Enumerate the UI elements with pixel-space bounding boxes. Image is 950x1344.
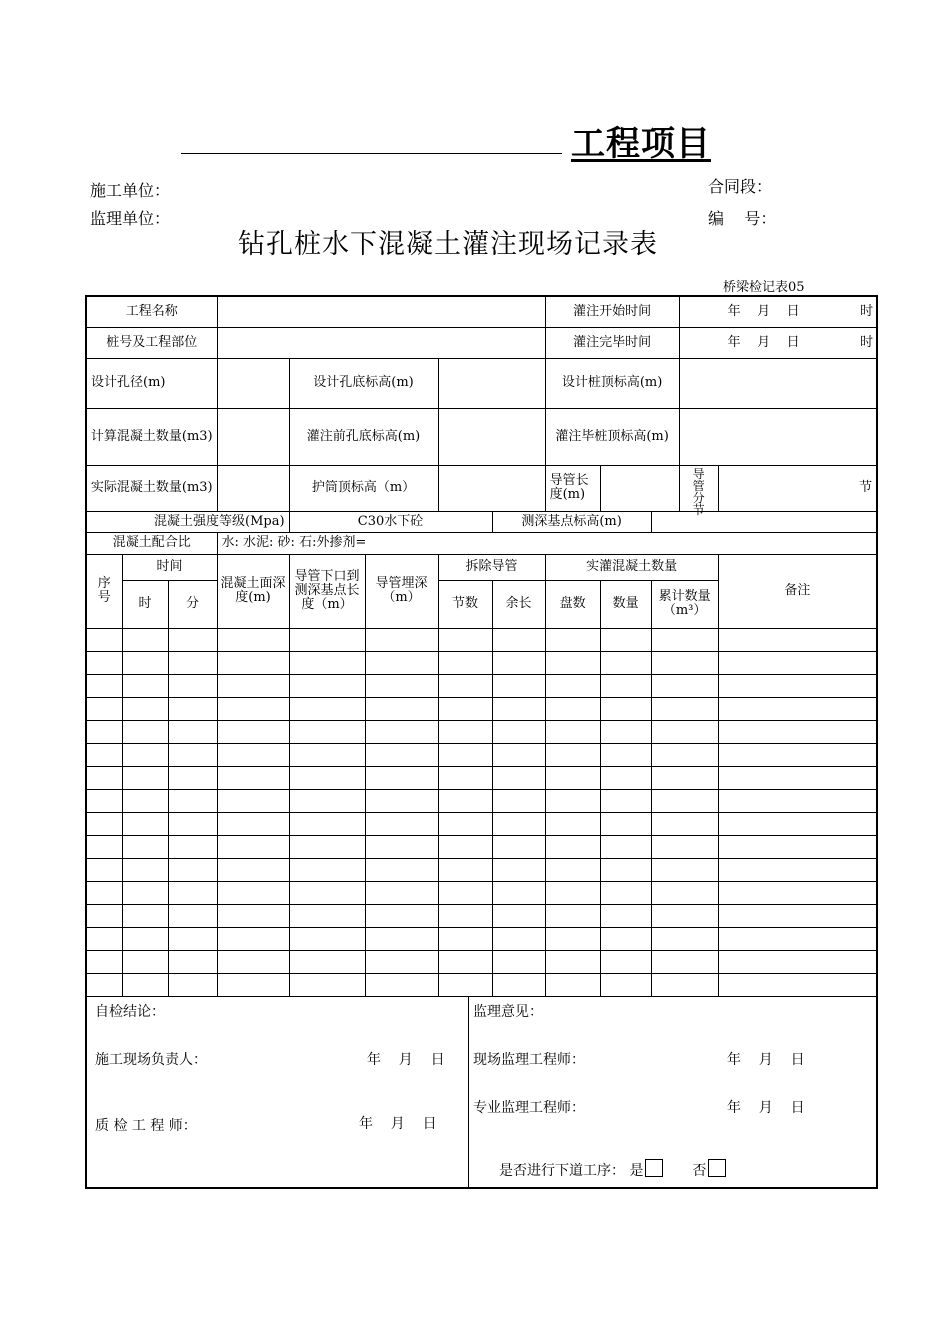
pour-end-label: 灌注完毕时间 (545, 327, 679, 358)
table-row (86, 927, 877, 950)
table-cell[interactable] (122, 858, 168, 881)
table-cell[interactable] (217, 904, 289, 927)
table-cell[interactable] (289, 628, 365, 651)
table-cell[interactable] (365, 835, 438, 858)
table-cell[interactable] (651, 812, 718, 835)
table-cell[interactable] (651, 835, 718, 858)
supervisor-signature-area (469, 997, 876, 1187)
pour-end-hour: 时 (860, 334, 874, 350)
yes-label: 是 (629, 1162, 644, 1179)
table-cell[interactable] (217, 766, 289, 789)
table-cell[interactable] (545, 766, 600, 789)
table-cell[interactable] (168, 697, 217, 720)
depth-ref-elev-value[interactable] (651, 511, 877, 532)
table-cell[interactable] (492, 904, 545, 927)
table-row (86, 973, 877, 996)
table-cell[interactable] (289, 927, 365, 950)
table-cell[interactable] (545, 927, 600, 950)
table-cell[interactable] (651, 950, 718, 973)
table-cell[interactable] (365, 973, 438, 996)
table-cell[interactable] (718, 743, 877, 766)
table-cell[interactable] (651, 904, 718, 927)
table-cell[interactable] (600, 927, 651, 950)
design-pile-top-label: 设计桩顶标高(m) (545, 358, 679, 408)
table-cell[interactable] (492, 651, 545, 674)
table-cell[interactable] (718, 950, 877, 973)
tremie-sections-text: 导管分节 (692, 467, 705, 517)
table-cell[interactable] (438, 766, 492, 789)
table-cell[interactable] (600, 674, 651, 697)
table-cell[interactable] (289, 881, 365, 904)
site-supervisor-date: 年 月 日 (727, 1051, 805, 1068)
table-cell[interactable] (86, 789, 122, 812)
table-cell[interactable] (122, 812, 168, 835)
table-cell[interactable] (122, 720, 168, 743)
post-pour-pile-top-label: 灌注毕桩顶标高(m) (545, 408, 679, 465)
table-cell[interactable] (545, 835, 600, 858)
table-cell[interactable] (651, 881, 718, 904)
actual-concrete-label: 实际混凝土数量(m3) (86, 465, 217, 511)
table-cell[interactable] (168, 674, 217, 697)
table-cell[interactable] (492, 950, 545, 973)
table-cell[interactable] (289, 858, 365, 881)
table-cell[interactable] (122, 766, 168, 789)
table-cell[interactable] (122, 835, 168, 858)
table-cell[interactable] (86, 651, 122, 674)
table-cell[interactable] (438, 697, 492, 720)
col-seq (86, 554, 122, 628)
table-cell[interactable] (289, 950, 365, 973)
table-cell[interactable] (86, 950, 122, 973)
table-cell[interactable] (168, 927, 217, 950)
col-remaining-length: 余长 (492, 580, 545, 628)
table-cell[interactable] (600, 789, 651, 812)
col-remove-tremie: 拆除导管 (438, 554, 545, 580)
table-row (86, 766, 877, 789)
table-cell[interactable] (438, 950, 492, 973)
col-tremie-embed-depth: 导管埋深（m） (365, 554, 438, 628)
table-cell[interactable] (718, 766, 877, 789)
table-cell[interactable] (651, 789, 718, 812)
table-cell[interactable] (438, 835, 492, 858)
table-cell[interactable] (217, 881, 289, 904)
table-cell[interactable] (718, 904, 877, 927)
col-cumulative: 累计数量（m³） (651, 580, 718, 628)
table-row (86, 743, 877, 766)
table-cell[interactable] (651, 674, 718, 697)
table-cell[interactable] (718, 812, 877, 835)
table-cell[interactable] (545, 674, 600, 697)
table-cell[interactable] (86, 628, 122, 651)
no-checkbox[interactable] (708, 1159, 726, 1177)
design-hole-bottom-label: 设计孔底标高(m) (289, 358, 438, 408)
table-cell[interactable] (492, 720, 545, 743)
table-cell[interactable] (122, 697, 168, 720)
depth-ref-elev-label: 测深基点标高(m) (492, 511, 651, 532)
next-process-question (499, 1159, 726, 1178)
pile-no-label: 桩号及工程部位 (86, 327, 217, 358)
table-cell[interactable] (600, 766, 651, 789)
table-cell[interactable] (545, 789, 600, 812)
table-row (86, 628, 877, 651)
table-cell[interactable] (217, 789, 289, 812)
table-cell[interactable] (86, 973, 122, 996)
table-cell[interactable] (217, 720, 289, 743)
table-row (86, 858, 877, 881)
table-cell[interactable] (289, 720, 365, 743)
qc-engineer-date: 年 月 日 (359, 1115, 437, 1132)
pour-end-value[interactable] (679, 327, 877, 358)
table-cell[interactable] (86, 720, 122, 743)
pour-start-date: 年 月 日 (727, 303, 800, 319)
table-cell[interactable] (122, 950, 168, 973)
mix-ratio-value[interactable]: 水: 水泥: 砂: 石:外掺剂= (217, 532, 877, 554)
table-cell[interactable] (718, 927, 877, 950)
qc-engineer-label: 质 检 工 程 师： (95, 1117, 197, 1134)
table-cell[interactable] (168, 835, 217, 858)
site-manager-date: 年 月 日 (367, 1051, 445, 1068)
table-cell[interactable] (718, 789, 877, 812)
table-cell[interactable] (600, 858, 651, 881)
table-cell[interactable] (122, 904, 168, 927)
table-cell[interactable] (438, 720, 492, 743)
table-cell[interactable] (217, 858, 289, 881)
col-tremie-bottom-to-ref: 导管下口到测深基点长度（m） (289, 554, 365, 628)
table-cell[interactable] (365, 904, 438, 927)
table-cell[interactable] (289, 812, 365, 835)
table-row (86, 881, 877, 904)
next-process-label: 是否进行下道工序： (499, 1162, 625, 1179)
table-cell[interactable] (365, 743, 438, 766)
table-cell[interactable] (600, 812, 651, 835)
site-manager-label: 施工现场负责人： (95, 1051, 207, 1068)
table-cell[interactable] (438, 973, 492, 996)
table-cell[interactable] (86, 927, 122, 950)
table-cell[interactable] (168, 812, 217, 835)
pour-start-label: 灌注开始时间 (545, 296, 679, 327)
pour-end-date: 年 月 日 (727, 334, 800, 350)
table-cell[interactable] (217, 835, 289, 858)
table-cell[interactable] (438, 674, 492, 697)
table-cell[interactable] (438, 904, 492, 927)
pile-no-value[interactable] (217, 327, 545, 358)
table-cell[interactable] (217, 743, 289, 766)
table-cell[interactable] (718, 697, 877, 720)
table-cell[interactable] (438, 789, 492, 812)
table-cell[interactable] (600, 720, 651, 743)
site-supervisor-label: 现场监理工程师： (473, 1051, 585, 1068)
self-check-label: 自检结论： (95, 1003, 165, 1020)
table-cell[interactable] (492, 881, 545, 904)
table-row (86, 812, 877, 835)
table-cell[interactable] (438, 812, 492, 835)
col-hour: 时 (122, 580, 168, 628)
table-cell[interactable] (651, 858, 718, 881)
table-cell[interactable] (718, 973, 877, 996)
specialist-supervisor-date: 年 月 日 (727, 1099, 805, 1116)
table-cell[interactable] (492, 743, 545, 766)
table-cell[interactable] (86, 881, 122, 904)
table-cell[interactable] (86, 812, 122, 835)
construction-unit-label: 施工单位： (90, 181, 171, 200)
col-sections: 节数 (438, 580, 492, 628)
table-cell[interactable] (122, 628, 168, 651)
table-cell[interactable] (600, 950, 651, 973)
table-cell[interactable] (86, 835, 122, 858)
table-cell[interactable] (86, 766, 122, 789)
design-hole-bottom-value[interactable] (438, 358, 545, 408)
table-row (86, 674, 877, 697)
table-cell[interactable] (545, 881, 600, 904)
table-cell[interactable] (492, 812, 545, 835)
table-cell[interactable] (122, 743, 168, 766)
table-cell[interactable] (217, 812, 289, 835)
table-cell[interactable] (718, 881, 877, 904)
form-title: 钻孔桩水下混凝土灌注现场记录表 (238, 229, 658, 260)
table-cell[interactable] (492, 835, 545, 858)
table-cell[interactable] (438, 743, 492, 766)
table-cell[interactable] (86, 904, 122, 927)
table-cell[interactable] (651, 927, 718, 950)
table-cell[interactable] (545, 973, 600, 996)
table-cell[interactable] (545, 858, 600, 881)
contractor-signature-area (87, 997, 469, 1187)
supervision-opinion-label: 监理意见： (473, 1003, 543, 1020)
table-cell[interactable] (438, 651, 492, 674)
table-cell[interactable] (289, 674, 365, 697)
table-cell[interactable] (289, 835, 365, 858)
table-cell[interactable] (122, 973, 168, 996)
table-cell[interactable] (122, 651, 168, 674)
table-cell[interactable] (600, 743, 651, 766)
table-cell[interactable] (651, 697, 718, 720)
table-cell[interactable] (545, 720, 600, 743)
table-row (86, 835, 877, 858)
table-cell[interactable] (365, 766, 438, 789)
table-cell[interactable] (438, 628, 492, 651)
project-title: 工程项目 (571, 124, 711, 164)
table-cell[interactable] (122, 881, 168, 904)
table-cell[interactable] (168, 950, 217, 973)
table-cell[interactable] (289, 766, 365, 789)
table-cell[interactable] (545, 812, 600, 835)
col-concrete-surface-depth: 混凝土面深度(m) (217, 554, 289, 628)
table-cell[interactable] (600, 881, 651, 904)
pour-start-value[interactable] (679, 296, 877, 327)
table-cell[interactable] (217, 697, 289, 720)
table-cell[interactable] (365, 628, 438, 651)
table-cell[interactable] (365, 651, 438, 674)
table-cell[interactable] (492, 927, 545, 950)
specialist-supervisor-label: 专业监理工程师： (473, 1099, 585, 1116)
project-name-value[interactable] (217, 296, 545, 327)
mix-ratio-label: 混凝土配合比 (86, 532, 217, 554)
table-cell[interactable] (122, 789, 168, 812)
pre-pour-hole-bottom-value[interactable] (438, 408, 545, 465)
table-cell[interactable] (651, 743, 718, 766)
pre-pour-hole-bottom-label: 灌注前孔底标高(m) (289, 408, 438, 465)
post-pour-pile-top-value[interactable] (679, 408, 877, 465)
record-table (85, 295, 878, 1189)
table-cell[interactable] (217, 651, 289, 674)
table-cell[interactable] (122, 674, 168, 697)
table-row (86, 651, 877, 674)
table-cell[interactable] (600, 651, 651, 674)
table-cell[interactable] (718, 651, 877, 674)
table-cell[interactable] (600, 904, 651, 927)
col-batches: 盘数 (545, 580, 600, 628)
table-cell[interactable] (492, 628, 545, 651)
table-cell[interactable] (365, 927, 438, 950)
table-cell[interactable] (492, 674, 545, 697)
table-cell[interactable] (365, 674, 438, 697)
table-cell[interactable] (289, 651, 365, 674)
col-time: 时间 (122, 554, 217, 580)
signature-section (86, 996, 877, 1188)
table-cell[interactable] (492, 858, 545, 881)
table-cell[interactable] (492, 697, 545, 720)
table-cell[interactable] (122, 927, 168, 950)
table-row (86, 950, 877, 973)
data-rows (86, 628, 877, 996)
actual-concrete-value[interactable] (217, 465, 289, 511)
table-row (86, 904, 877, 927)
calc-concrete-label: 计算混凝土数量(m3) (86, 408, 217, 465)
calc-concrete-value[interactable] (217, 408, 289, 465)
table-cell[interactable] (168, 651, 217, 674)
tremie-sections-value[interactable]: 节 (718, 465, 877, 511)
col-quantity: 数量 (600, 580, 651, 628)
table-cell[interactable] (651, 766, 718, 789)
table-cell[interactable] (545, 697, 600, 720)
table-cell[interactable] (651, 720, 718, 743)
table-cell[interactable] (651, 651, 718, 674)
table-cell[interactable] (718, 674, 877, 697)
table-cell[interactable] (217, 973, 289, 996)
table-row (86, 789, 877, 812)
table-cell[interactable] (365, 950, 438, 973)
table-cell[interactable] (217, 628, 289, 651)
no-label: 否 (692, 1162, 707, 1179)
col-remarks: 备注 (718, 554, 877, 628)
table-cell[interactable] (168, 743, 217, 766)
table-cell[interactable] (545, 950, 600, 973)
table-cell[interactable] (365, 789, 438, 812)
table-cell[interactable] (651, 973, 718, 996)
table-cell[interactable] (545, 743, 600, 766)
table-cell[interactable] (168, 789, 217, 812)
table-cell[interactable] (289, 743, 365, 766)
table-cell[interactable] (600, 973, 651, 996)
table-cell[interactable] (168, 904, 217, 927)
table-cell[interactable] (438, 858, 492, 881)
table-cell[interactable] (365, 812, 438, 835)
contract-section-label: 合同段： (708, 177, 773, 196)
table-cell[interactable] (545, 628, 600, 651)
table-cell[interactable] (438, 881, 492, 904)
table-row (86, 697, 877, 720)
table-cell[interactable] (86, 697, 122, 720)
table-cell[interactable] (289, 789, 365, 812)
table-cell[interactable] (217, 674, 289, 697)
tremie-length-label: 导管长度(m) (545, 465, 600, 511)
table-row (86, 720, 877, 743)
table-cell[interactable] (289, 904, 365, 927)
design-pile-top-value[interactable] (679, 358, 877, 408)
design-hole-diameter-label: 设计孔径(m) (86, 358, 217, 408)
table-cell[interactable] (217, 950, 289, 973)
project-name-underline (181, 153, 562, 154)
tremie-length-value[interactable] (600, 465, 679, 511)
yes-checkbox[interactable] (645, 1159, 663, 1177)
table-cell[interactable] (168, 881, 217, 904)
tremie-sections-label (679, 465, 718, 517)
table-cell[interactable] (217, 927, 289, 950)
casing-top-label: 护筒顶标高（m） (289, 465, 438, 511)
supervision-unit-label: 监理单位： (90, 209, 171, 228)
table-cell[interactable] (86, 743, 122, 766)
number-label: 编 号： (708, 209, 777, 228)
col-minute: 分 (168, 580, 217, 628)
table-cell[interactable] (492, 973, 545, 996)
pour-start-hour: 时 (860, 303, 874, 319)
table-cell[interactable] (718, 835, 877, 858)
table-cell[interactable] (545, 651, 600, 674)
col-seq-text: 序号 (97, 576, 111, 605)
concrete-grade-value[interactable]: C30水下砼 (289, 511, 492, 532)
casing-top-value[interactable] (438, 465, 545, 511)
table-cell[interactable] (718, 628, 877, 651)
table-cell[interactable] (651, 628, 718, 651)
table-cell[interactable] (365, 858, 438, 881)
table-cell[interactable] (365, 697, 438, 720)
concrete-grade-label: 混凝土强度等级(Mpa) (86, 511, 289, 532)
table-cell[interactable] (289, 697, 365, 720)
table-cell[interactable] (365, 720, 438, 743)
table-cell[interactable] (600, 835, 651, 858)
table-cell[interactable] (365, 881, 438, 904)
table-cell[interactable] (168, 766, 217, 789)
table-cell[interactable] (492, 766, 545, 789)
table-cell[interactable] (86, 858, 122, 881)
table-cell[interactable] (600, 697, 651, 720)
table-cell[interactable] (718, 858, 877, 881)
table-cell[interactable] (168, 628, 217, 651)
table-cell[interactable] (86, 674, 122, 697)
table-cell[interactable] (438, 927, 492, 950)
table-cell[interactable] (168, 720, 217, 743)
project-name-label: 工程名称 (86, 296, 217, 327)
table-cell[interactable] (168, 858, 217, 881)
form-number: 桥梁检记表05 (723, 280, 805, 295)
design-hole-diameter-value[interactable] (217, 358, 289, 408)
table-cell[interactable] (600, 628, 651, 651)
table-cell[interactable] (718, 720, 877, 743)
table-cell[interactable] (492, 789, 545, 812)
table-cell[interactable] (289, 973, 365, 996)
table-cell[interactable] (168, 973, 217, 996)
table-cell[interactable] (545, 904, 600, 927)
col-actual-concrete: 实灌混凝土数量 (545, 554, 718, 580)
